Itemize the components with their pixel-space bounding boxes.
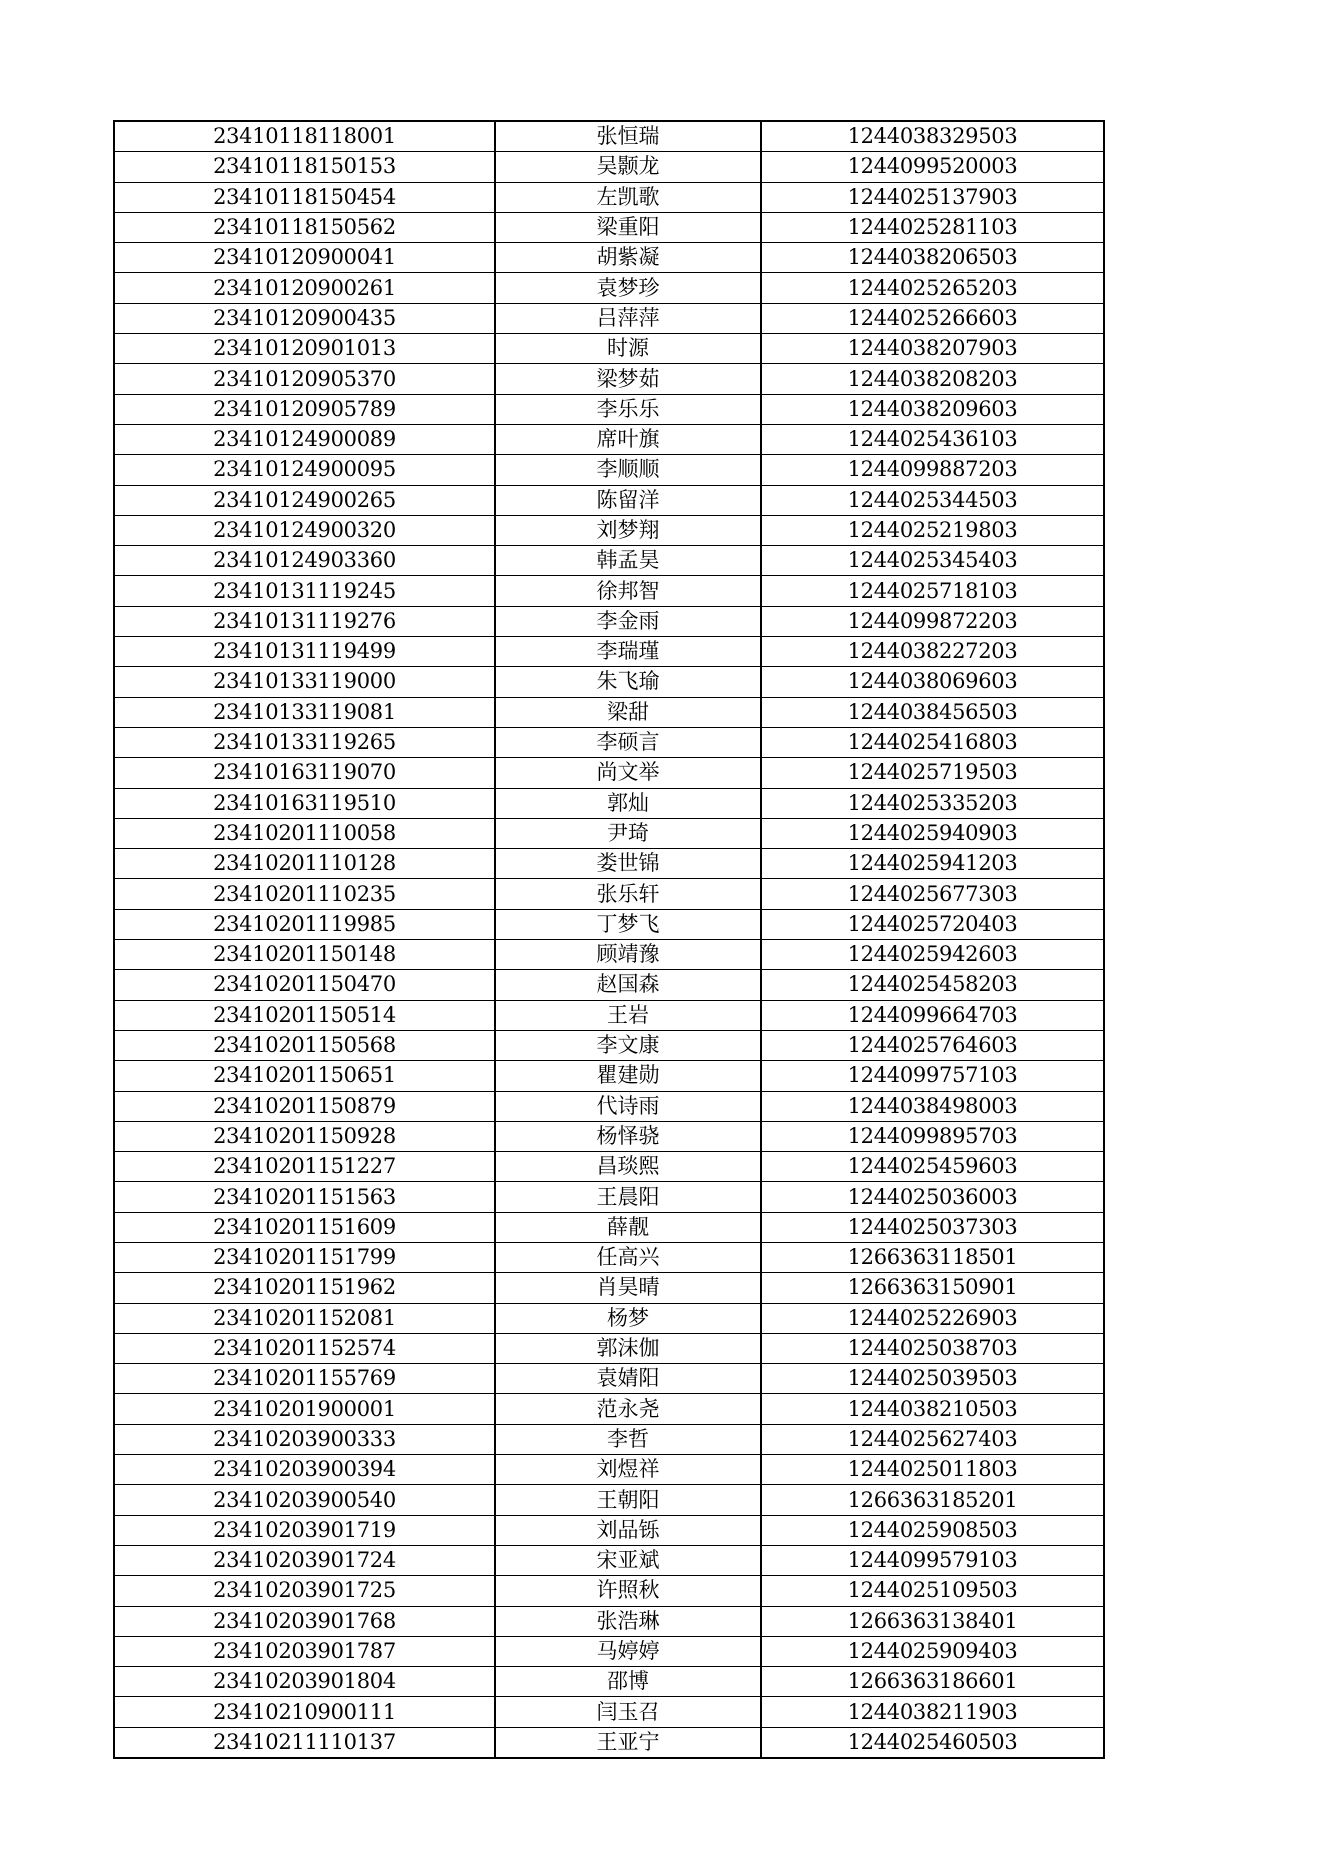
certificate-number-cell: 1244025719503 bbox=[761, 758, 1104, 788]
table-row bbox=[114, 546, 1104, 576]
candidate-id-cell: 23410201150928 bbox=[114, 1121, 495, 1151]
table-row bbox=[114, 182, 1104, 212]
candidate-name-cell: 刘梦翔 bbox=[495, 515, 761, 545]
certificate-number-cell: 1244038209603 bbox=[761, 394, 1104, 424]
table-row bbox=[114, 818, 1104, 848]
candidate-name-cell: 赵国森 bbox=[495, 970, 761, 1000]
table-row bbox=[114, 455, 1104, 485]
table-row bbox=[114, 394, 1104, 424]
certificate-number-cell: 1244099872203 bbox=[761, 606, 1104, 636]
table-row bbox=[114, 879, 1104, 909]
table-row bbox=[114, 1152, 1104, 1182]
candidate-id-cell: 23410201151563 bbox=[114, 1182, 495, 1212]
candidate-id-cell: 23410201150470 bbox=[114, 970, 495, 1000]
candidate-id-cell: 23410201151799 bbox=[114, 1242, 495, 1272]
candidate-id-cell: 23410201150148 bbox=[114, 940, 495, 970]
candidate-id-cell: 23410201900001 bbox=[114, 1394, 495, 1424]
roster-table bbox=[113, 120, 1105, 1759]
certificate-number-cell: 1244099520003 bbox=[761, 152, 1104, 182]
certificate-number-cell: 1244038208203 bbox=[761, 364, 1104, 394]
table-row bbox=[114, 576, 1104, 606]
candidate-id-cell: 23410120900041 bbox=[114, 243, 495, 273]
candidate-name-cell: 郭沫伽 bbox=[495, 1333, 761, 1363]
candidate-name-cell: 袁婧阳 bbox=[495, 1364, 761, 1394]
table-row bbox=[114, 212, 1104, 242]
candidate-name-cell: 王亚宁 bbox=[495, 1727, 761, 1758]
certificate-number-cell: 1244025627403 bbox=[761, 1424, 1104, 1454]
table-row bbox=[114, 303, 1104, 333]
certificate-number-cell: 1244025036003 bbox=[761, 1182, 1104, 1212]
candidate-name-cell: 瞿建勋 bbox=[495, 1061, 761, 1091]
certificate-number-cell: 1244025720403 bbox=[761, 909, 1104, 939]
candidate-id-cell: 23410133119265 bbox=[114, 727, 495, 757]
candidate-name-cell: 刘煜祥 bbox=[495, 1455, 761, 1485]
table-row bbox=[114, 334, 1104, 364]
certificate-number-cell: 1244025219803 bbox=[761, 515, 1104, 545]
certificate-number-cell: 1244025677303 bbox=[761, 879, 1104, 909]
table-row bbox=[114, 727, 1104, 757]
table-row bbox=[114, 1515, 1104, 1545]
candidate-id-cell: 23410201151227 bbox=[114, 1152, 495, 1182]
candidate-name-cell: 范永尧 bbox=[495, 1394, 761, 1424]
table-row bbox=[114, 1091, 1104, 1121]
candidate-id-cell: 23410133119081 bbox=[114, 697, 495, 727]
candidate-id-cell: 23410201110058 bbox=[114, 818, 495, 848]
certificate-number-cell: 1266363118501 bbox=[761, 1242, 1104, 1272]
candidate-name-cell: 朱飞瑜 bbox=[495, 667, 761, 697]
candidate-id-cell: 23410201110128 bbox=[114, 849, 495, 879]
candidate-id-cell: 23410124900095 bbox=[114, 455, 495, 485]
table-row bbox=[114, 1182, 1104, 1212]
certificate-number-cell: 1244038069603 bbox=[761, 667, 1104, 697]
table-row bbox=[114, 637, 1104, 667]
candidate-name-cell: 梁甜 bbox=[495, 697, 761, 727]
certificate-number-cell: 1266363185201 bbox=[761, 1485, 1104, 1515]
candidate-name-cell: 尹琦 bbox=[495, 818, 761, 848]
candidate-name-cell: 肖昊晴 bbox=[495, 1273, 761, 1303]
candidate-name-cell: 袁梦珍 bbox=[495, 273, 761, 303]
certificate-number-cell: 1244025281103 bbox=[761, 212, 1104, 242]
certificate-number-cell: 1244025942603 bbox=[761, 940, 1104, 970]
certificate-number-cell: 1244038498003 bbox=[761, 1091, 1104, 1121]
candidate-id-cell: 23410203901768 bbox=[114, 1606, 495, 1636]
candidate-name-cell: 胡紫凝 bbox=[495, 243, 761, 273]
candidate-id-cell: 23410201150514 bbox=[114, 1000, 495, 1030]
table-row bbox=[114, 1121, 1104, 1151]
certificate-number-cell: 1244025459603 bbox=[761, 1152, 1104, 1182]
certificate-number-cell: 1244038206503 bbox=[761, 243, 1104, 273]
candidate-name-cell: 李文康 bbox=[495, 1030, 761, 1060]
candidate-name-cell: 吴颢龙 bbox=[495, 152, 761, 182]
table-row bbox=[114, 273, 1104, 303]
certificate-number-cell: 1244099664703 bbox=[761, 1000, 1104, 1030]
table-row bbox=[114, 364, 1104, 394]
table-row bbox=[114, 1667, 1104, 1697]
candidate-id-cell: 23410131119245 bbox=[114, 576, 495, 606]
candidate-name-cell: 李乐乐 bbox=[495, 394, 761, 424]
candidate-id-cell: 23410118150454 bbox=[114, 182, 495, 212]
candidate-id-cell: 23410124900265 bbox=[114, 485, 495, 515]
candidate-id-cell: 23410201151609 bbox=[114, 1212, 495, 1242]
certificate-number-cell: 1244025109503 bbox=[761, 1576, 1104, 1606]
table-row bbox=[114, 1545, 1104, 1575]
candidate-id-cell: 23410118150562 bbox=[114, 212, 495, 242]
table-row bbox=[114, 970, 1104, 1000]
candidate-id-cell: 23410201119985 bbox=[114, 909, 495, 939]
candidate-name-cell: 杨梦 bbox=[495, 1303, 761, 1333]
candidate-name-cell: 李瑞瑾 bbox=[495, 637, 761, 667]
candidate-name-cell: 徐邦智 bbox=[495, 576, 761, 606]
table-row bbox=[114, 697, 1104, 727]
candidate-name-cell: 任高兴 bbox=[495, 1242, 761, 1272]
table-row bbox=[114, 1636, 1104, 1666]
certificate-number-cell: 1244038211903 bbox=[761, 1697, 1104, 1727]
certificate-number-cell: 1244025940903 bbox=[761, 818, 1104, 848]
certificate-number-cell: 1244025941203 bbox=[761, 849, 1104, 879]
table-row bbox=[114, 1394, 1104, 1424]
certificate-number-cell: 1244025908503 bbox=[761, 1515, 1104, 1545]
candidate-id-cell: 23410118150153 bbox=[114, 152, 495, 182]
candidate-id-cell: 23410201155769 bbox=[114, 1364, 495, 1394]
certificate-number-cell: 1244025037303 bbox=[761, 1212, 1104, 1242]
table-row bbox=[114, 940, 1104, 970]
roster-sheet bbox=[113, 120, 1103, 1759]
table-row bbox=[114, 1424, 1104, 1454]
candidate-id-cell: 23410203901804 bbox=[114, 1667, 495, 1697]
certificate-number-cell: 1244038456503 bbox=[761, 697, 1104, 727]
table-row bbox=[114, 1273, 1104, 1303]
candidate-name-cell: 杨怿骁 bbox=[495, 1121, 761, 1151]
certificate-number-cell: 1244025335203 bbox=[761, 788, 1104, 818]
candidate-id-cell: 23410201150651 bbox=[114, 1061, 495, 1091]
candidate-name-cell: 张乐轩 bbox=[495, 879, 761, 909]
table-row bbox=[114, 485, 1104, 515]
certificate-number-cell: 1244025266603 bbox=[761, 303, 1104, 333]
candidate-name-cell: 张恒瑞 bbox=[495, 121, 761, 152]
certificate-number-cell: 1244025226903 bbox=[761, 1303, 1104, 1333]
candidate-id-cell: 23410163119070 bbox=[114, 758, 495, 788]
table-row bbox=[114, 1485, 1104, 1515]
candidate-name-cell: 宋亚斌 bbox=[495, 1545, 761, 1575]
table-row bbox=[114, 1061, 1104, 1091]
certificate-number-cell: 1244025137903 bbox=[761, 182, 1104, 212]
candidate-id-cell: 23410133119000 bbox=[114, 667, 495, 697]
certificate-number-cell: 1244025718103 bbox=[761, 576, 1104, 606]
candidate-id-cell: 23410201110235 bbox=[114, 879, 495, 909]
candidate-name-cell: 昌琰熙 bbox=[495, 1152, 761, 1182]
table-row bbox=[114, 1000, 1104, 1030]
candidate-name-cell: 代诗雨 bbox=[495, 1091, 761, 1121]
candidate-id-cell: 23410201150879 bbox=[114, 1091, 495, 1121]
certificate-number-cell: 1244099887203 bbox=[761, 455, 1104, 485]
table-row bbox=[114, 606, 1104, 636]
candidate-id-cell: 23410210900111 bbox=[114, 1697, 495, 1727]
candidate-id-cell: 23410124903360 bbox=[114, 546, 495, 576]
candidate-name-cell: 顾靖豫 bbox=[495, 940, 761, 970]
table-row bbox=[114, 909, 1104, 939]
table-row bbox=[114, 1364, 1104, 1394]
table-row bbox=[114, 1242, 1104, 1272]
certificate-number-cell: 1244025909403 bbox=[761, 1636, 1104, 1666]
candidate-name-cell: 许照秋 bbox=[495, 1576, 761, 1606]
table-row bbox=[114, 1333, 1104, 1363]
certificate-number-cell: 1266363150901 bbox=[761, 1273, 1104, 1303]
candidate-name-cell: 邵博 bbox=[495, 1667, 761, 1697]
candidate-name-cell: 刘品铄 bbox=[495, 1515, 761, 1545]
candidate-name-cell: 娄世锦 bbox=[495, 849, 761, 879]
candidate-id-cell: 23410203901725 bbox=[114, 1576, 495, 1606]
candidate-id-cell: 23410203901724 bbox=[114, 1545, 495, 1575]
table-row bbox=[114, 758, 1104, 788]
candidate-name-cell: 陈留洋 bbox=[495, 485, 761, 515]
candidate-id-cell: 23410203900394 bbox=[114, 1455, 495, 1485]
roster-table-body bbox=[114, 121, 1104, 1758]
candidate-name-cell: 梁重阳 bbox=[495, 212, 761, 242]
candidate-id-cell: 23410201152574 bbox=[114, 1333, 495, 1363]
table-row bbox=[114, 1030, 1104, 1060]
certificate-number-cell: 1244099579103 bbox=[761, 1545, 1104, 1575]
table-row bbox=[114, 1576, 1104, 1606]
candidate-name-cell: 丁梦飞 bbox=[495, 909, 761, 939]
certificate-number-cell: 1244025038703 bbox=[761, 1333, 1104, 1363]
certificate-number-cell: 1244025011803 bbox=[761, 1455, 1104, 1485]
candidate-name-cell: 王晨阳 bbox=[495, 1182, 761, 1212]
table-row bbox=[114, 1303, 1104, 1333]
certificate-number-cell: 1244025265203 bbox=[761, 273, 1104, 303]
candidate-id-cell: 23410124900320 bbox=[114, 515, 495, 545]
candidate-name-cell: 王岩 bbox=[495, 1000, 761, 1030]
candidate-id-cell: 23410211110137 bbox=[114, 1727, 495, 1758]
table-row bbox=[114, 849, 1104, 879]
candidate-name-cell: 时源 bbox=[495, 334, 761, 364]
certificate-number-cell: 1244099895703 bbox=[761, 1121, 1104, 1151]
candidate-id-cell: 23410120905370 bbox=[114, 364, 495, 394]
table-row bbox=[114, 788, 1104, 818]
candidate-name-cell: 梁梦茹 bbox=[495, 364, 761, 394]
candidate-id-cell: 23410201152081 bbox=[114, 1303, 495, 1333]
candidate-id-cell: 23410131119276 bbox=[114, 606, 495, 636]
candidate-id-cell: 23410120900435 bbox=[114, 303, 495, 333]
table-row bbox=[114, 515, 1104, 545]
certificate-number-cell: 1244038207903 bbox=[761, 334, 1104, 364]
certificate-number-cell: 1244099757103 bbox=[761, 1061, 1104, 1091]
candidate-name-cell: 王朝阳 bbox=[495, 1485, 761, 1515]
candidate-name-cell: 张浩琳 bbox=[495, 1606, 761, 1636]
candidate-name-cell: 韩孟昊 bbox=[495, 546, 761, 576]
certificate-number-cell: 1244025416803 bbox=[761, 727, 1104, 757]
table-row bbox=[114, 152, 1104, 182]
table-row bbox=[114, 121, 1104, 152]
certificate-number-cell: 1244025458203 bbox=[761, 970, 1104, 1000]
candidate-id-cell: 23410201150568 bbox=[114, 1030, 495, 1060]
candidate-name-cell: 吕萍萍 bbox=[495, 303, 761, 333]
candidate-name-cell: 左凯歌 bbox=[495, 182, 761, 212]
candidate-id-cell: 23410203901787 bbox=[114, 1636, 495, 1666]
candidate-name-cell: 李硕言 bbox=[495, 727, 761, 757]
table-row bbox=[114, 1455, 1104, 1485]
candidate-id-cell: 23410120900261 bbox=[114, 273, 495, 303]
candidate-id-cell: 23410201151962 bbox=[114, 1273, 495, 1303]
table-row bbox=[114, 667, 1104, 697]
candidate-name-cell: 李金雨 bbox=[495, 606, 761, 636]
candidate-id-cell: 23410203900333 bbox=[114, 1424, 495, 1454]
table-row bbox=[114, 1697, 1104, 1727]
table-row bbox=[114, 1212, 1104, 1242]
certificate-number-cell: 1244025345403 bbox=[761, 546, 1104, 576]
certificate-number-cell: 1244025460503 bbox=[761, 1727, 1104, 1758]
candidate-name-cell: 李哲 bbox=[495, 1424, 761, 1454]
table-row bbox=[114, 424, 1104, 454]
candidate-id-cell: 23410118118001 bbox=[114, 121, 495, 152]
certificate-number-cell: 1266363138401 bbox=[761, 1606, 1104, 1636]
certificate-number-cell: 1244025344503 bbox=[761, 485, 1104, 515]
candidate-id-cell: 23410124900089 bbox=[114, 424, 495, 454]
candidate-name-cell: 郭灿 bbox=[495, 788, 761, 818]
candidate-name-cell: 闫玉召 bbox=[495, 1697, 761, 1727]
certificate-number-cell: 1244025436103 bbox=[761, 424, 1104, 454]
certificate-number-cell: 1266363186601 bbox=[761, 1667, 1104, 1697]
candidate-id-cell: 23410131119499 bbox=[114, 637, 495, 667]
certificate-number-cell: 1244038210503 bbox=[761, 1394, 1104, 1424]
table-row bbox=[114, 1727, 1104, 1758]
certificate-number-cell: 1244025764603 bbox=[761, 1030, 1104, 1060]
certificate-number-cell: 1244038329503 bbox=[761, 121, 1104, 152]
candidate-id-cell: 23410163119510 bbox=[114, 788, 495, 818]
candidate-name-cell: 马婷婷 bbox=[495, 1636, 761, 1666]
table-row bbox=[114, 243, 1104, 273]
candidate-name-cell: 席叶旗 bbox=[495, 424, 761, 454]
candidate-name-cell: 薛靓 bbox=[495, 1212, 761, 1242]
certificate-number-cell: 1244038227203 bbox=[761, 637, 1104, 667]
certificate-number-cell: 1244025039503 bbox=[761, 1364, 1104, 1394]
candidate-name-cell: 尚文举 bbox=[495, 758, 761, 788]
candidate-id-cell: 23410203901719 bbox=[114, 1515, 495, 1545]
candidate-id-cell: 23410120901013 bbox=[114, 334, 495, 364]
candidate-id-cell: 23410203900540 bbox=[114, 1485, 495, 1515]
candidate-id-cell: 23410120905789 bbox=[114, 394, 495, 424]
candidate-name-cell: 李顺顺 bbox=[495, 455, 761, 485]
table-row bbox=[114, 1606, 1104, 1636]
